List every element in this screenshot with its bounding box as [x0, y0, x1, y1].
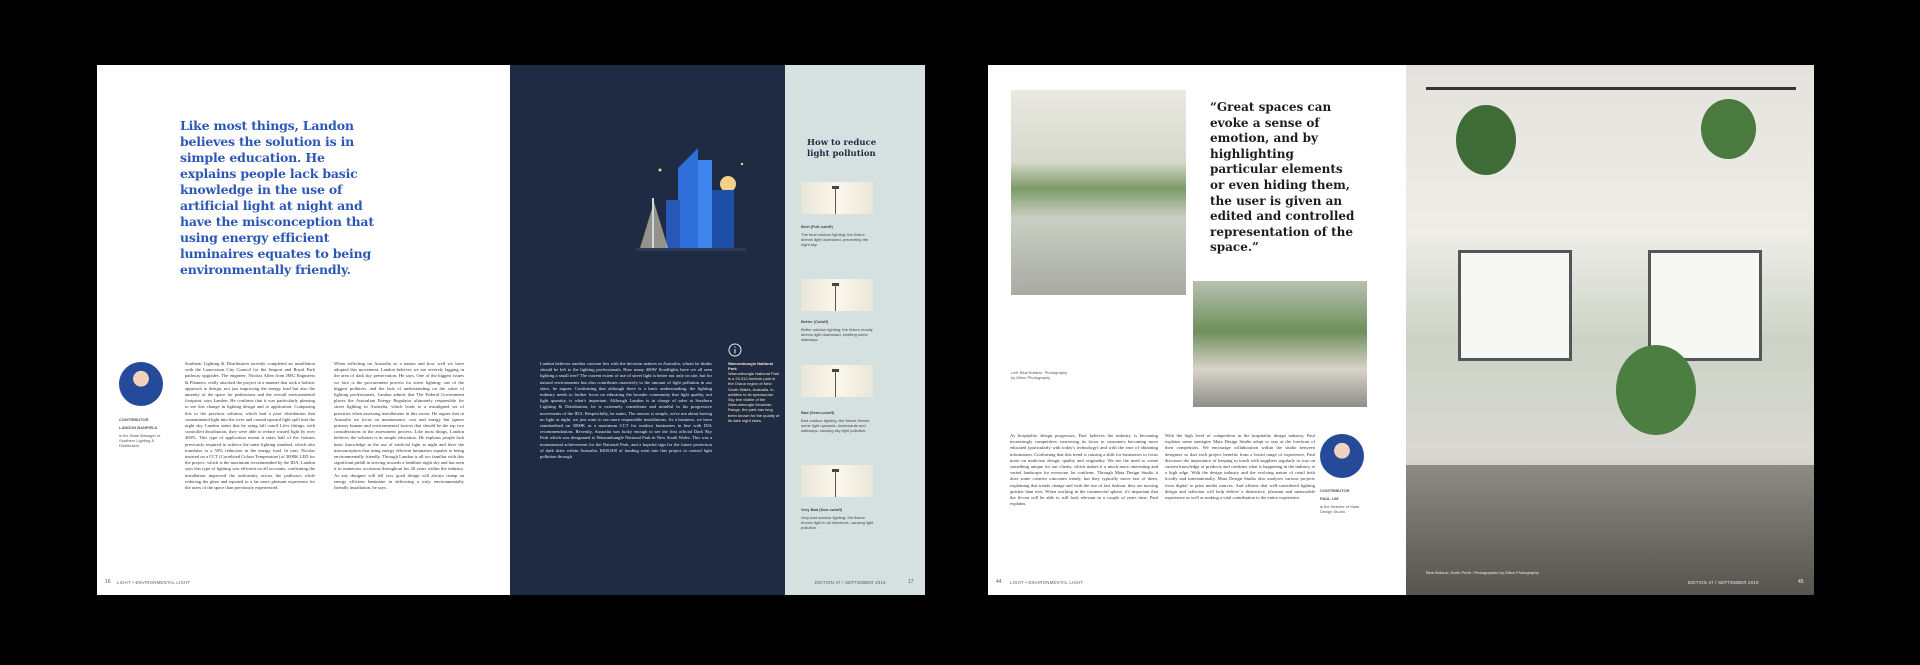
info-box-title: Warrumbungle National Park [728, 361, 773, 372]
contributor-role: is the Director of Mata Design Studio. [1320, 504, 1360, 515]
tip-illustration [801, 182, 873, 214]
right-spread-left-page [988, 65, 1406, 595]
body-column-2: When reflecting on Australia as a nation and how well we have adopted this movement, Landon believes we are severely lagging in the area of dark sky preservation. He says, One of the biggest issues we face is the procurement process for street lighting; one of the biggest polluters, and the lack of understanding on the value of lighting professionals. Landon admits that The Federal Government places the Australian Energy Regulator ultimately responsible for street lighting in Australia, which leads to a misaligned set of priorities when assessing installations in this sector. He argues that in Australia we focus on maintenance, cost and energy but ignore primary human and environmental factors that should be the top two considerations in the assessment process. Like most things, Landon believes the solution is in simple education. He explains people lack basic knowledge in the use of artificial light at night and have the misconception that using energy efficient luminaires equates to being environmentally friendly. Through Landon is all too familiar with this significant pitfall in striving towards a healthier night sky and has seen it in numerous occasions throughout his 20 years within the industry. As any designer will tell you, good design will always trump an energy efficient luminaire in delivering a truly environmentally friendly installation, he says. [334, 361, 464, 491]
tip-text: The best outdoor lighting: the fixture directs light downward, preventing the night sky. [801, 232, 869, 247]
body-column-1: Southern Lighting & Distribution recently completed an installation with the Launceston City Council for the Seaport and Royal Park pathway upgrades. The engineer, Nicolas Allen from JMG Engineers & Planners, really attacked the project in a manner that took a holistic approach to design, not just improving the energy load but also the amenity of the space for pedestrians and the overall environmental footprint, says Landon. He confirms that it was particularly pleasing to see this change in lighting design and to application. Comparing this to the previous solution, which had a poor distribution that contaminated light into the river and caused upward light spill into the night sky, Landon states that by using full cutoff Lifer fittings, with controlled distribution, they were able to reduce wasted light by over 400%. This type of application meant it takes half of the fixtures previously required to achieve the same lighting standard, which also translates to a 50% reduction in the energy load. In turn, Nicolas insisted on a CCT (Correlated Colour Temperature) of 3000K LED for the project, which is the maximum recommended by the IDA. Landon says this type of lighting was efficient on all accounts, confirming the installation improved the uniformity across the pathways while reducing the glare and equated to a far more pleasant experience for the users of the space than previously experienced. [185, 361, 315, 491]
tip-title: Very Bad (Non-cutoff) [801, 507, 843, 512]
hanging-plant [1456, 105, 1516, 175]
building [712, 190, 734, 248]
tip-illustration [801, 365, 873, 397]
contributor-name: PAUL LIM [1320, 496, 1339, 501]
page-number-right: 17 [908, 579, 914, 585]
pull-quote: “Great spaces can evoke a sense of emotion, and by highlighting particular elements or even hiding them, the user is given an edited and controlled representation of the space.” [1210, 100, 1355, 255]
footer-right: EDITION 47 / SEPTEMBER 2019 [815, 580, 886, 585]
photo-caption: Left: Blue Botanic, Photography by Dillon Photography [1011, 370, 1068, 381]
contributor-avatar [119, 362, 163, 406]
city-night-illustration [630, 140, 770, 270]
footer-left: LIGHT • ENVIRONMENTAL LIGHT [1010, 580, 1084, 585]
right-spread [988, 65, 1814, 595]
footer-left: LIGHT • ENVIRONMENTAL LIGHT [117, 580, 191, 585]
tip-illustration [801, 279, 873, 311]
dark-panel [510, 65, 785, 595]
left-spread [97, 65, 925, 595]
body-column-1: As hospitality design progresses, Paul believes the industry is becoming increasingly competitive, narrowing its focus to customers becoming more educated (particularly with today's technology) and with the ease of obtaining information. Confirming that this trend is causing a shift for businesses to focus more on multi-use design, quality and originality. We see the need to create something unique for our clients, which makes it a much more interesting and varied landscape for everyone, he confirms. Through Mata Design Studio it does some creative outcomes trendy, but they typically move fast of them, explaining that trends change and with the rise of fast fashion, they are moving quicker than ever. When working in the commercial sphere, it's important that the fit-out will be able to still look relevant in a couple of years time, Paul explains. [1010, 433, 1158, 507]
tip-text: Very bad outdoor lighting: the fixture throws light in all directions, causing light pollution. [801, 515, 874, 530]
tip-text: Bad outdoor lighting: the fixture throws some light upwards, downwards and sideways, causing sky light pollution. [801, 418, 870, 433]
skyscraper [678, 148, 698, 248]
star [741, 163, 743, 165]
ceiling-track [1426, 87, 1796, 90]
tip-title: Best (Full cutoff) [801, 224, 833, 229]
tip-text: Better outdoor lighting: the fixture mostly directs light downward, emitting some sideways. [801, 327, 873, 342]
info-icon [728, 343, 742, 357]
page-number-left: 16 [105, 579, 111, 585]
contributor-label: CONTRIBUTOR [119, 417, 149, 422]
street-lamp-pole [652, 198, 654, 248]
potted-plant [1616, 345, 1696, 435]
page-number-right: 45 [1798, 579, 1804, 585]
left-page [97, 65, 510, 595]
counter [1406, 465, 1814, 595]
cafe-photo-tables [1193, 281, 1367, 407]
ground [636, 248, 746, 251]
body-column-2: With the high level of competition in the hospitality design industry, Paul explains some strategies Mata Design Studio adopt to stay at the forefront of their competitors. We encourage collaboration within the studio between designers so that each project benefits from a broad range of experience, Paul discusses the importance of keeping in touch with suppliers regularly to stay on current knowledge of products and confirms what is happening in the industry at a high edge. With the design industry and the evolving nature of retail both locally and internationally, Mata Design Studio also analyses various projects from digital to print media sources. And affirms that well-considered lighting design and selection will help deliver a distinctive, pleasant and memorable experience as well as making a vital contribution to the entire experience. [1165, 433, 1315, 501]
window [1458, 250, 1572, 361]
star [659, 169, 662, 172]
tip-title: Better (Cutoff) [801, 319, 829, 324]
tip-title: Bad (Semi-cutoff) [801, 410, 835, 415]
skyscraper [698, 160, 712, 248]
photo-credit: Blue Botanic, North Perth. Photographed by Dillon Photography [1426, 570, 1539, 575]
pull-quote: Like most things, Landon believes the solution is in simple education. He explains people lack basic knowledge in the use of artificial light at night and have the misconception that using energy efficient luminaires equates to being environmentally friendly. [180, 118, 374, 277]
hanging-plant [1701, 99, 1756, 159]
footer-right: EDITION 47 / SEPTEMBER 2019 [1688, 580, 1759, 585]
building [666, 200, 680, 248]
sidebar [785, 65, 925, 595]
contributor-avatar [1320, 434, 1364, 478]
contributor-role: is the State Manager of Southern Lighting & Distribution. [119, 433, 161, 449]
contributor-label: CONTRIBUTOR [1320, 488, 1350, 493]
contributor-name: LANDON BANFIELD [119, 425, 158, 430]
window [1648, 250, 1762, 361]
tip-illustration [801, 465, 873, 497]
dark-panel-text: Landon believes another concern lies with the decision makers in Australia, whom he thinks should be left to the lighting professionals. How many 400W floodlights have we all seen lighting a small tree? The current extent of use of street light is better not only on site, but for natural environments but also contributes massively to the amount of light pollution in our skies, he argues. Confirming that although there is a basic understanding, the lighting industry needs to further focus on educating the broader community that light quality, not light quantity, is what's important. Although Landon is in charge of sales at Southern Lighting & Distribution, he is extremely considerate and mindful in his progressive movements of the IDA. Respectfully, he states, The answer is simple, we're not about having no light at night, we just want to see more responsible installations. As a business, we have standardised on 3000K as a maximum CCT for outdoor luminaires in line with IDA recommendations. Recently, Australia was lucky enough to see the first official Dark Sky Park which was designated to Warrumbungle National Park in New South Wales. This was a monumental achievement for the National Park, and a hopeful sign for the future protection of dark skies within Australia. $400,000 of funding went into this project to control light pollution through [540, 361, 712, 460]
info-box-text: Warrumbungle National Park is a 23,312-hectare park in the Orana region of New South Wales, Australia. In addition to its spectacular Sky line visible of the Warrumbungle Mountain Range, the park has long been known for the quality of its dark night skies. [728, 371, 780, 423]
moon [720, 176, 736, 192]
page-number-left: 44 [996, 579, 1002, 585]
cafe-photo-full-page [1406, 65, 1814, 595]
cafe-photo-interior [1011, 90, 1186, 295]
sidebar-title: How to reduce light pollution [807, 138, 877, 159]
